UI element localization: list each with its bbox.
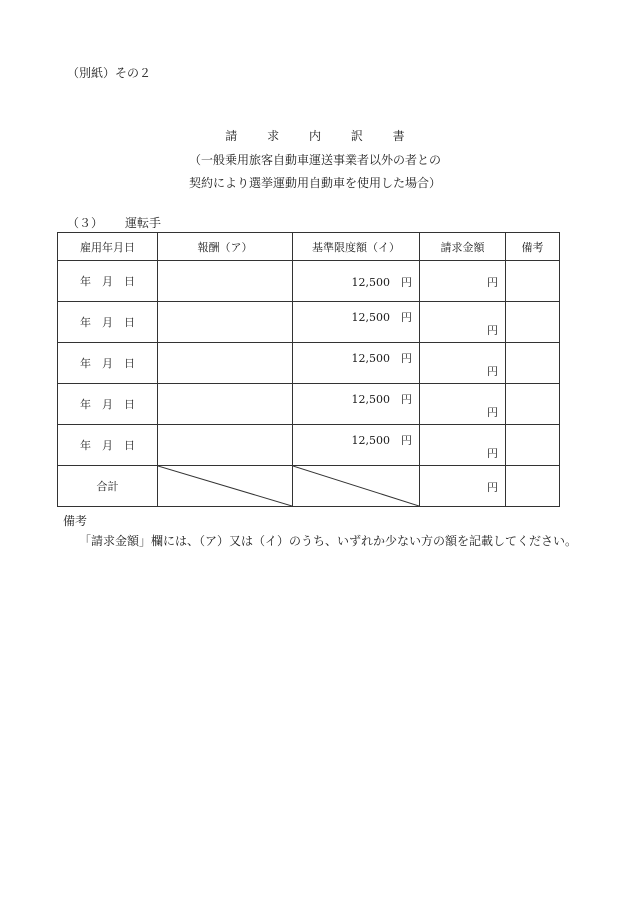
remarks-cell[interactable] <box>506 302 560 343</box>
total-remuneration-void <box>158 466 293 507</box>
remuneration-cell[interactable] <box>158 384 293 425</box>
header-remuneration: 報酬（ア） <box>158 233 293 261</box>
remarks-cell[interactable] <box>506 384 560 425</box>
title-char: 内 <box>308 129 321 143</box>
header-label: （別紙）その２ <box>67 66 152 80</box>
remarks-cell[interactable] <box>506 343 560 384</box>
limit-value: 12,500 円 <box>351 393 412 406</box>
yen-unit: 円 <box>487 324 498 337</box>
claim-cell[interactable] <box>420 384 506 425</box>
date-cell[interactable]: 年 月 日 <box>58 261 158 302</box>
limit-value: 12,500 円 <box>351 276 412 289</box>
limit-cell <box>293 343 420 384</box>
header-claim-amount: 請求金額 <box>420 233 506 261</box>
yen-unit: 円 <box>487 447 498 460</box>
limit-value: 12,500 円 <box>351 311 412 324</box>
claim-cell[interactable] <box>420 302 506 343</box>
notes-text: 「請求金額」欄には、（ア）又は（イ）のうち、いずれか少ない方の額を記載してください。 <box>79 534 578 548</box>
remarks-cell[interactable] <box>506 425 560 466</box>
yen-unit: 円 <box>487 406 498 419</box>
total-row <box>58 466 560 507</box>
limit-cell <box>293 261 420 302</box>
document-title <box>0 127 630 144</box>
title-char: 求 <box>267 129 280 143</box>
header-employment-date: 雇用年月日 <box>58 233 158 261</box>
section-name: 運転手 <box>125 216 162 230</box>
date-cell[interactable]: 年 月 日 <box>58 384 158 425</box>
limit-cell <box>293 425 420 466</box>
title-char: 請 <box>225 129 238 143</box>
subtitle-line-2: 契約により選挙運動用自動車を使用した場合） <box>188 176 441 190</box>
remuneration-cell[interactable] <box>158 343 293 384</box>
date-cell[interactable]: 年 月 日 <box>58 343 158 384</box>
total-claim-cell[interactable] <box>420 466 506 507</box>
table-row <box>58 343 560 384</box>
remuneration-cell[interactable] <box>158 261 293 302</box>
diagonal-strike <box>158 466 292 506</box>
header-standard-limit: 基準限度額（イ） <box>293 233 420 261</box>
table-row <box>58 302 560 343</box>
limit-cell <box>293 302 420 343</box>
detail-table <box>57 232 560 507</box>
date-cell[interactable]: 年 月 日 <box>58 302 158 343</box>
title-char: 訳 <box>350 129 363 143</box>
table-header-row <box>58 233 560 261</box>
subtitle-line-1: （一般乗用旅客自動車運送事業者以外の者との <box>188 153 441 167</box>
yen-unit: 円 <box>487 365 498 378</box>
title-char: 書 <box>392 129 405 143</box>
diagonal-strike <box>293 466 419 506</box>
remuneration-cell[interactable] <box>158 302 293 343</box>
total-remarks-cell[interactable] <box>506 466 560 507</box>
section-number: （３） <box>67 216 104 230</box>
claim-cell[interactable] <box>420 343 506 384</box>
table-row <box>58 425 560 466</box>
limit-value: 12,500 円 <box>351 352 412 365</box>
notes-heading: 備考 <box>63 514 88 528</box>
limit-value: 12,500 円 <box>351 434 412 447</box>
section-heading <box>67 214 161 231</box>
remarks-cell[interactable] <box>506 261 560 302</box>
yen-unit: 円 <box>487 276 498 289</box>
total-label: 合計 <box>58 466 158 507</box>
total-limit-void <box>293 466 420 507</box>
date-cell[interactable]: 年 月 日 <box>58 425 158 466</box>
claim-cell[interactable] <box>420 425 506 466</box>
yen-unit: 円 <box>487 481 498 494</box>
header-remarks: 備考 <box>506 233 560 261</box>
claim-cell[interactable] <box>420 261 506 302</box>
limit-cell <box>293 384 420 425</box>
remuneration-cell[interactable] <box>158 425 293 466</box>
table-row <box>58 384 560 425</box>
table-row <box>58 261 560 302</box>
